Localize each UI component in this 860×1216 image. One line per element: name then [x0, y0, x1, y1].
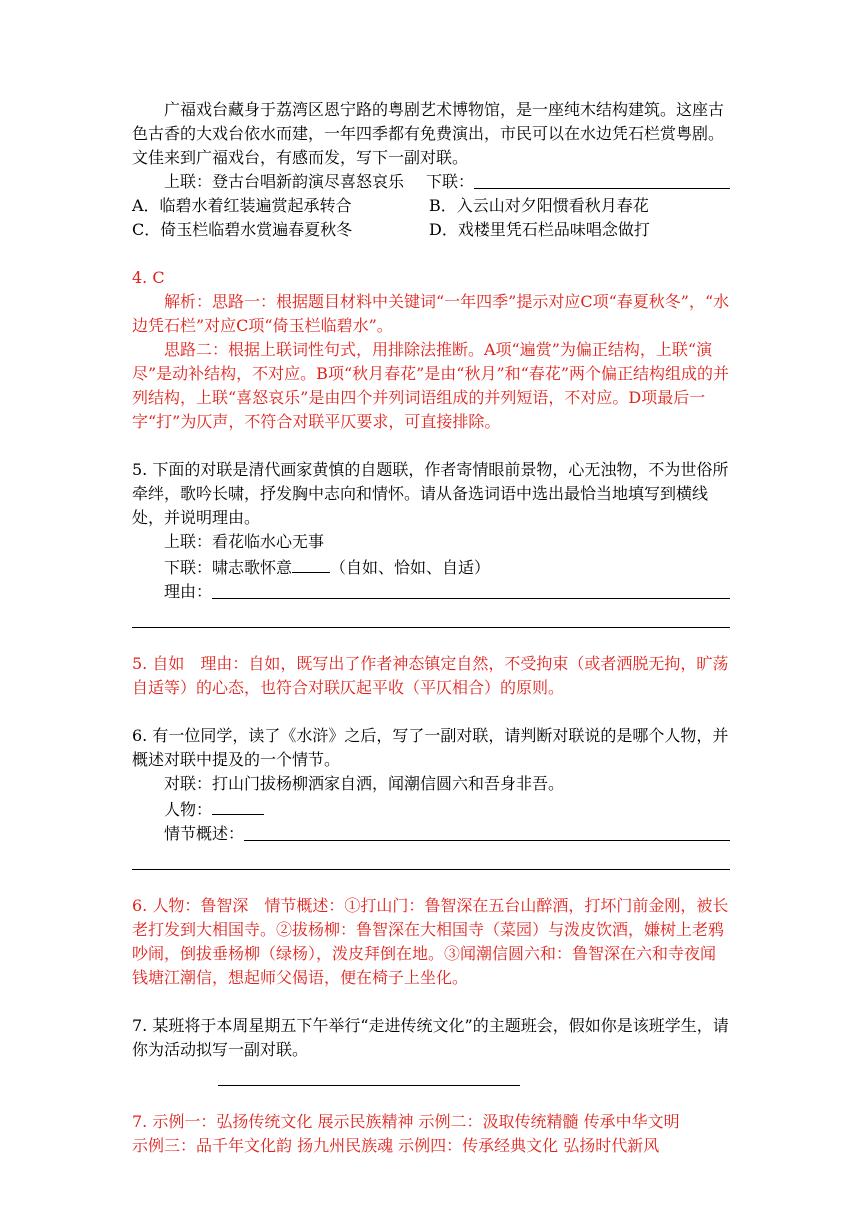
q3-upper: 上联：登古台唱新韵演尽喜怒哀乐: [164, 172, 405, 191]
answer-6: 6. 人物：鲁智深 情节概述：①打山门：鲁智深在五台山醉酒，打坏门前金刚，被长老打发到大相国寺。②拔杨柳：鲁智深在大相国寺（菜园）与泼皮饮酒，嫌树上老鸦吵闹，倒拔垂杨柳（绿杨），泼皮拜倒在地。③闻潮信圆六和：鲁智深在六和寺夜闻钱塘江潮信，想起师父偈语，便在椅子上坐化。: [132, 896, 729, 987]
q5-reason-label: 理由：: [164, 582, 213, 601]
q5-lower-pre: 下联：啸志歌怀意: [164, 558, 293, 577]
q6-person-label: 人物：: [164, 800, 213, 819]
q3-answer-blank[interactable]: [474, 170, 730, 189]
q3-couplet-line: [132, 170, 730, 194]
document-page: [132, 98, 730, 1158]
q5-lower-line: [132, 554, 730, 580]
q5-answer-blank[interactable]: [292, 554, 330, 573]
q6-plot-label: 情节概述：: [164, 824, 245, 843]
answer-7-line-1: 7. 示例一：弘扬传统文化 展示民族精神 示例二：汲取传统精髓 传承中华文明: [132, 1112, 680, 1131]
answer-5: 5. 自如 理由：自如，既写出了作者神态镇定自然，不受拘束（或者洒脱无拘，旷荡自适等）的心态，也符合对联仄起平收（平仄相合）的原则。: [132, 654, 729, 697]
q5-reason-blank[interactable]: [212, 580, 730, 599]
q6-plot-line: [132, 822, 730, 846]
q6-plot-blank-2[interactable]: [132, 846, 730, 870]
q6-stem: 6. 有一位同学，读了《水浒》之后，写了一副对联，请判断对联说的是哪个人物，并概述对联中提及的一个情节。: [132, 726, 729, 769]
q7-answer-blank[interactable]: [218, 1062, 520, 1086]
q6-plot-blank[interactable]: [244, 822, 730, 841]
q5-stem: 5. 下面的对联是清代画家黄慎的自题联，作者寄情眼前景物，心无浊物，不为世俗所牵绊，歌吟长啸，抒发胸中志向和情怀。请从备选词语中选出最恰当地填写到横线处，并说明理由。: [132, 460, 729, 527]
q3-lower-label: 下联：: [426, 172, 475, 191]
answer-7: [132, 1110, 730, 1158]
q3-passage: 广福戏台藏身于荔湾区恩宁路的粤剧艺术博物馆，是一座纯木结构建筑。这座古色古香的大戏台依水而建，一年四季都有免费演出，市民可以在水边凭石栏赏粤剧。文佳来到广福戏台，有感而发，写下一副对联。: [132, 100, 725, 167]
answer-4-para-1: 解析：思路一：根据题目材料中关键词“一年四季”提示对应C项“春夏秋冬”，“水边凭石栏”对应C项“倚玉栏临碧水”。: [132, 292, 730, 335]
q5-reason-blank-2[interactable]: [132, 604, 730, 628]
q3-option-c[interactable]: C．倚玉栏临碧水赏遍春夏秋冬: [132, 220, 353, 239]
answer-7-line-2: 示例三：品千年文化韵 扬九州民族魂 示例四：传承经典文化 弘扬时代新风: [132, 1136, 660, 1155]
q5-upper: 上联：看花临水心无事: [164, 532, 325, 551]
answer-4: [132, 266, 730, 434]
q3-option-a[interactable]: A．临碧水着红装遍赏起承转合: [132, 196, 352, 215]
q6-person-blank[interactable]: [212, 796, 264, 815]
q7-blank-row: [132, 1062, 730, 1086]
q3-option-d[interactable]: D．戏楼里凭石栏品味唱念做打: [429, 220, 650, 239]
q3-option-b[interactable]: B．入云山对夕阳惯看秋月春花: [429, 196, 649, 215]
answer-4-head: 4. C: [132, 268, 165, 287]
q5-reason-line: [132, 580, 730, 604]
q3-options-row-2: [132, 218, 730, 242]
q3-options-row-1: [132, 194, 730, 218]
answer-4-para-2: 思路二：根据上联词性句式，用排除法推断。A项“遍赏”为偏正结构，上联“演尽”是动补结构，不对应。B项“秋月春花”是由“秋月”和“春花”两个偏正结构组成的并列结构，上联“喜怒哀乐”是由四个并列词语组成的并列短语，不对应。D项最后一字“打”为仄声，不符合对联平仄要求，可直接排除。: [132, 340, 730, 431]
q6-person-line: [132, 796, 730, 822]
q5-lower-options: （自如、恰如、自适）: [330, 558, 491, 577]
q7-stem: 7. 某班将于本周星期五下午举行“走进传统文化”的主题班会，假如你是该班学生，请你为活动拟写一副对联。: [132, 1016, 729, 1059]
q6-couplet: 对联：打山门拔杨柳洒家自洒，闻潮信圆六和吾身非吾。: [164, 774, 565, 793]
